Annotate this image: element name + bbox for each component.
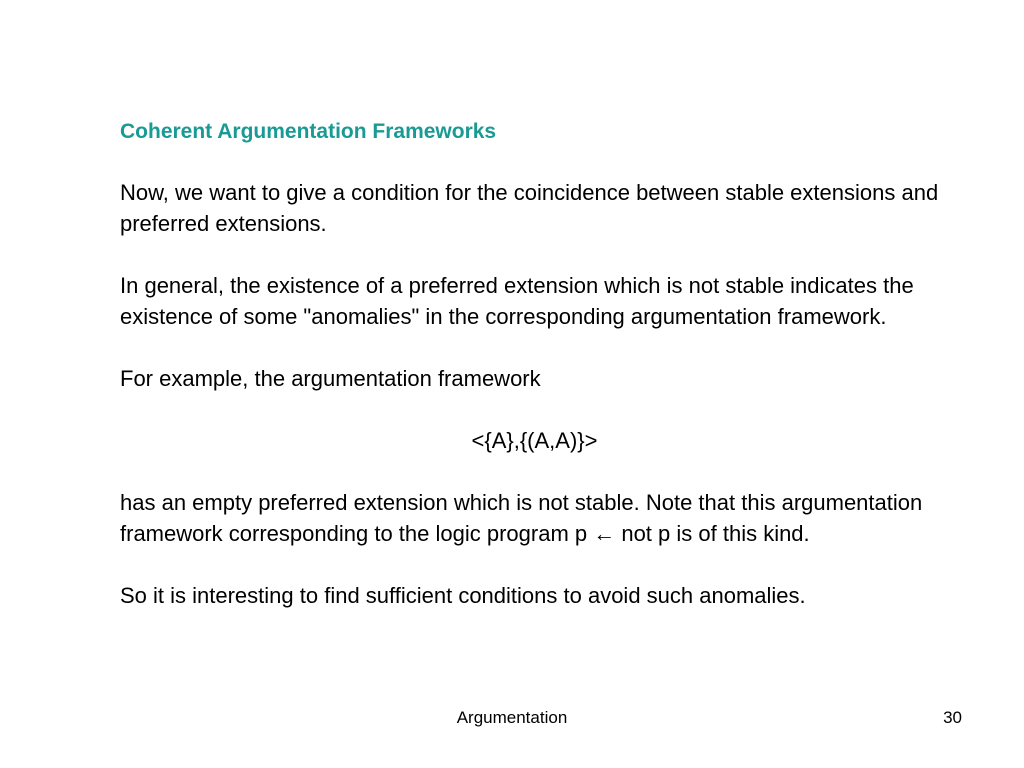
paragraph-example-explanation: has an empty preferred extension which is not stable. Note that this argumentation framework corresponding to the logic program p ← not p is of this kind. (120, 490, 923, 546)
paragraph-example-lead: For example, the argumentation framework (120, 366, 541, 391)
framework-formula: <{A},{(A,A)}> (471, 428, 598, 453)
paragraph-anomalies: In general, the existence of a preferred extension which is not stable indicates the existence of some "anomalies" in the corresponding argumentation framework. (120, 273, 914, 329)
paragraph-intro: Now, we want to give a condition for the coincidence between stable extensions and preferred extensions. (120, 180, 939, 236)
slide-title: Coherent Argumentation Frameworks (120, 120, 497, 143)
footer-label: Argumentation (456, 708, 568, 727)
slide-body (120, 177, 970, 642)
paragraph-conclusion: So it is interesting to find sufficient conditions to avoid such anomalies. (120, 583, 806, 608)
page-number: 30 (943, 708, 962, 727)
